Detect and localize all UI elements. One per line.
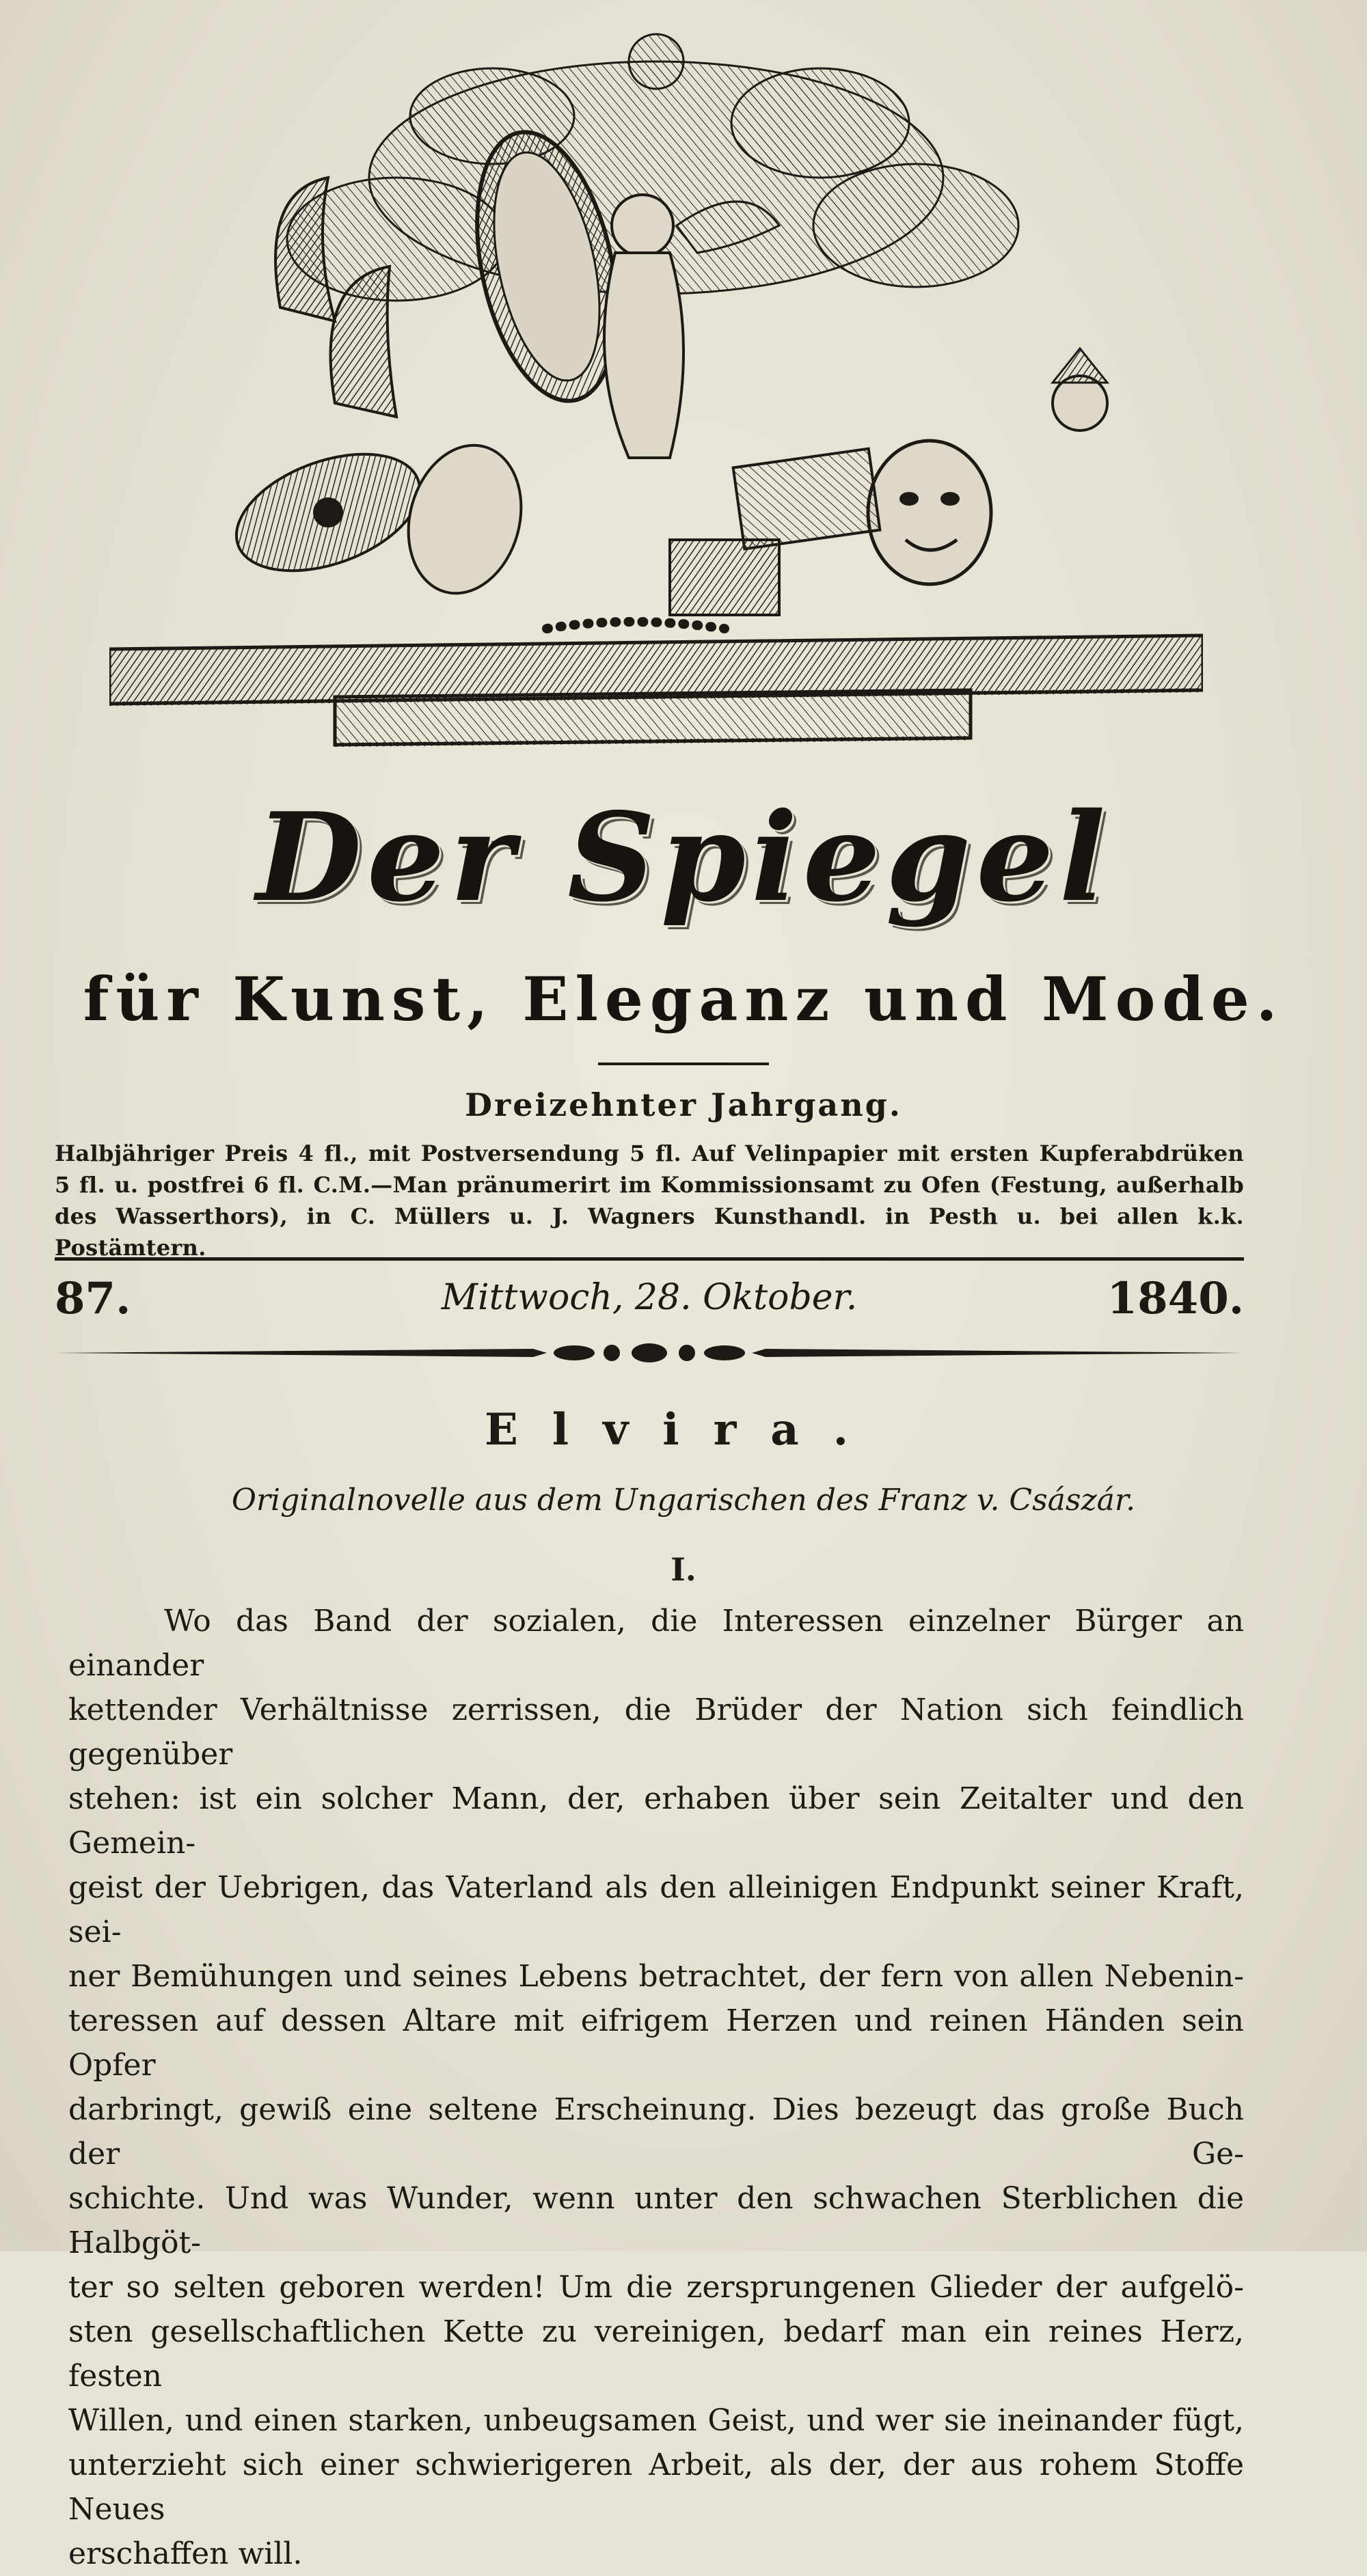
text-line: teressen auf dessen Altare mit eifrigem Herzen und reinen Händen sein Opfer [68,2003,1244,2083]
subscription-notice [55,1138,1244,1263]
text-line: schichte. Und was Wunder, wenn unter den schwachen Sterblichen die Halbgöt- [68,2181,1244,2260]
text-line: kettender Verhältnisse zerrissen, die Brüder der Nation sich feindlich gegenüber [68,1693,1244,1772]
text-line: ter so selten geboren werden! Um die zersprungenen Glieder der aufgelö- [68,2270,1244,2305]
section-number: I. [671,1551,696,1588]
divider [598,1063,769,1065]
article-title: Elvira. [484,1404,883,1455]
text-line: geist der Uebrigen, das Vaterland als den alleinigen Endpunkt seiner Kraft, sei- [68,1870,1244,1949]
text-line: stehen: ist ein solcher Mann, der, erhaben über sein Zeitalter und den Gemein- [68,1781,1244,1861]
issue-number: 87. [55,1273,131,1324]
masthead-title: Der Spiegel [256,786,1111,929]
subscription-line: Halbjähriger Preis 4 fl., mit Postversendung 5 fl. Auf Velinpapier mit ersten Kupferabdrüken [55,1140,1244,1166]
divider [55,1257,1244,1261]
allegorical-arts-vignette-icon [109,20,1203,758]
article-subtitle: Originalnovelle aus dem Ungarischen des Franz v. Császár. [231,1483,1136,1518]
text-line: darbringt, gewiß eine seltene Erscheinung. Dies bezeugt das große Buch der Ge- [68,2092,1244,2171]
subscription-line: des Wasserthors), in C. Müllers u. J. Wagners Kunsthandl. in Pesth u. bei allen k.k. Postämtern. [55,1203,1244,1261]
text-line: sten gesellschaftlichen Kette zu vereinigen, bedarf man ein reines Herz, festen [68,2314,1244,2394]
text-line: ner Bemühungen und seines Lebens betrachtet, der fern von allen Nebenin- [68,1959,1244,1994]
article-body [68,1599,1244,2576]
issue-date: Mittwoch, 28. Oktober. [441,1277,858,1318]
text-line: unterzieht sich einer schwierigeren Arbeit, als der, der aus rohem Stoffe Neues [68,2448,1244,2527]
text-line: erschaffen will. [68,2536,303,2571]
issue-year: 1840. [1107,1273,1244,1324]
masthead-subtitle: für Kunst, Eleganz und Mode. [83,963,1284,1034]
ornamental-rule-icon [55,1339,1244,1367]
text-line: Willen, und einen starken, unbeugsamen Geist, und wer sie ineinander fügt, [68,2403,1244,2438]
volume-line: Dreizehnter Jahrgang. [465,1086,902,1123]
text-line: Wo das Band der sozialen, die Interessen einzelner Bürger an einander [68,1604,1244,1683]
issue-bar [55,1268,1244,1329]
subscription-line: 5 fl. u. postfrei 6 fl. C.M.—Man pränumerirt im Kommissionsamt zu Ofen (Festung, außerhalb [55,1172,1244,1198]
